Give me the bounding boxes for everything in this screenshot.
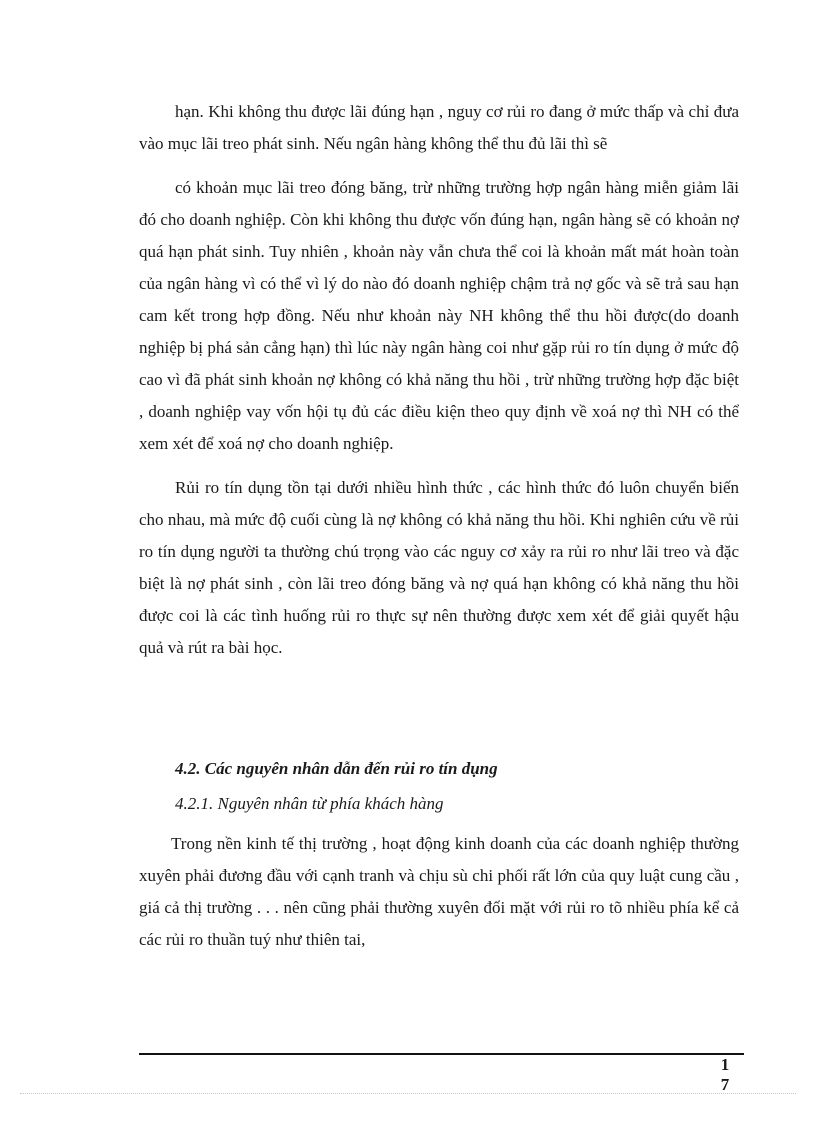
section-heading: 4.2. Các nguyên nhân dẫn đến rủi ro tín dụng xyxy=(175,759,498,778)
subsection-heading: 4.2.1. Nguyên nhân từ phía khách hàng xyxy=(175,794,444,813)
footer-rule xyxy=(139,1053,744,1055)
page-bottom-border xyxy=(20,1093,796,1094)
page-number: 17 xyxy=(720,1055,730,1094)
paragraph-4: Trong nền kinh tế thị trường , hoạt động kinh doanh của các doanh nghiệp thường xuyên phải đương đầu với cạnh tranh và chịu sù chi phối rất lớn của quy luật cung cầu , giá cả thị trường . . . nên cũng phải thường xuyên đối mặt với rủi ro tõ nhiều phía kể cả các rủi ro thuần tuý như thiên tai, xyxy=(139,834,739,949)
paragraph-2: có khoản mục lãi treo đóng băng, trừ những trường hợp ngân hàng miễn giảm lãi đó cho doanh nghiệp. Còn khi không thu được vốn đúng hạn, ngân hàng sẽ có khoản nợ quá hạn phát sinh. Tuy nhiên , khoản này vẫn chưa thể coi là khoản mất mát hoàn toàn của ngân hàng vì có thể vì lý do nào đó doanh nghiệp chậm trả nợ gốc và sẽ trả sau hạn cam kết trong hợp đồng. Nếu như khoản này NH không thể thu hồi được(do doanh nghiệp bị phá sản cẳng hạn) thì lúc này ngân hàng coi như gặp rủi ro tín dụng ở mức độ cao vì đã phát sinh khoản nợ không có khả năng thu hồi , trừ những trường hợp đặc biệt , doanh nghiệp vay vốn hội tụ đủ các điều kiện theo quy định về xoá nợ thì NH có thể xem xét để xoá nợ cho doanh nghiệp. xyxy=(139,178,739,453)
section-block xyxy=(139,752,739,956)
paragraph-3: Rủi ro tín dụng tồn tại dưới nhiều hình thức , các hình thức đó luôn chuyển biến cho nhau, mà mức độ cuối cùng là nợ không có khả năng thu hồi. Khi nghiên cứu về rủi ro tín dụng người ta thường chú trọng vào các nguy cơ xảy ra rủi ro như lãi treo và đặc biệt là nợ phát sinh , còn lãi treo đóng băng và nợ quá hạn không có khả năng thu hồi được coi là các tình huống rủi ro thực sự nên thường được xem xét để giải quyết hậu quả và rút ra bài học. xyxy=(139,478,739,657)
body-text xyxy=(139,96,739,664)
paragraph-1: hạn. Khi không thu được lãi đúng hạn , nguy cơ rủi ro đang ở mức thấp và chỉ đưa vào mục lãi treo phát sinh. Nếu ngân hàng không thể thu đủ lãi thì sẽ xyxy=(139,102,739,153)
